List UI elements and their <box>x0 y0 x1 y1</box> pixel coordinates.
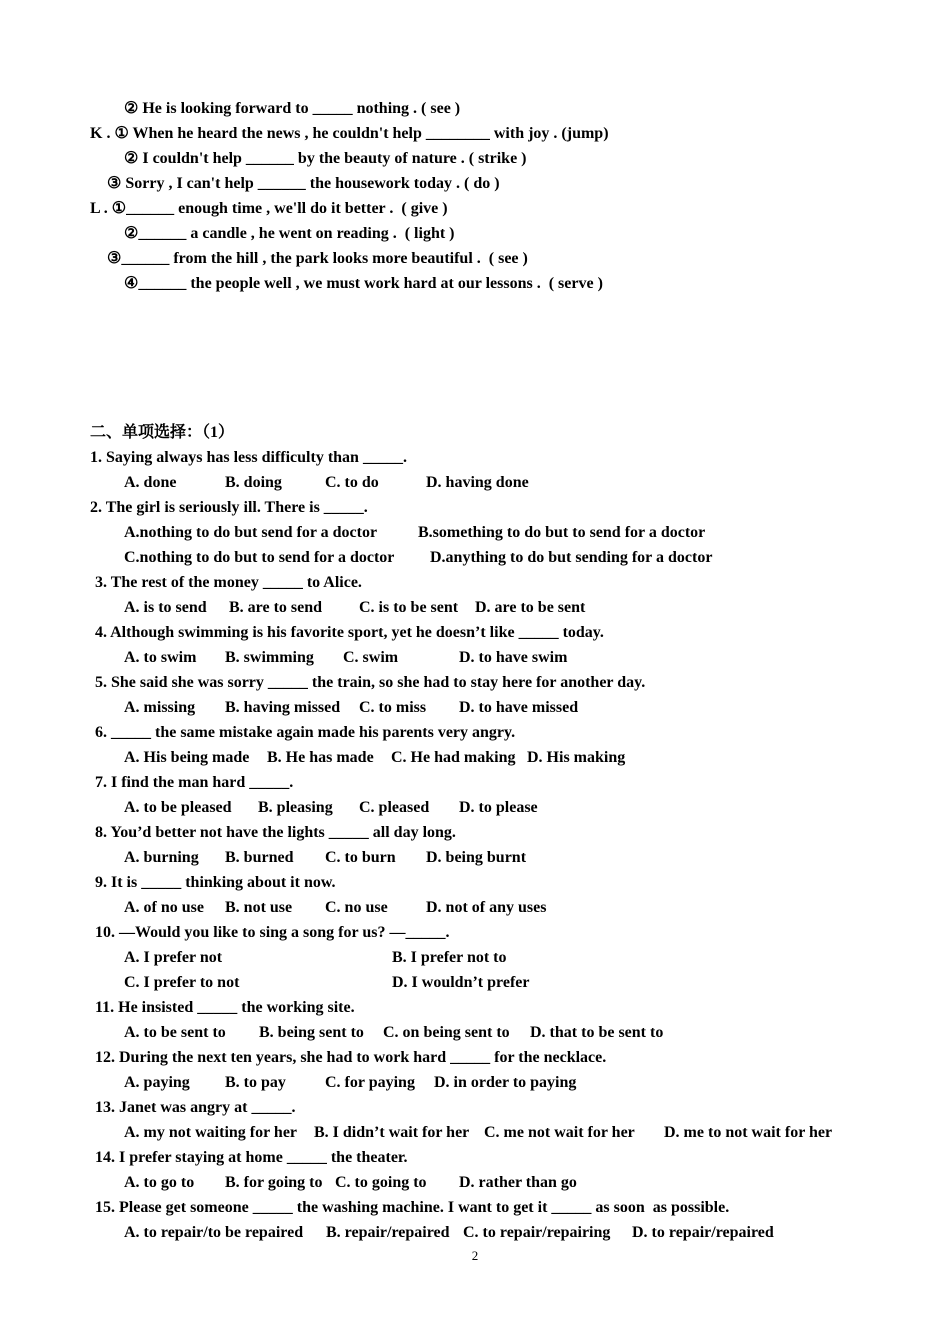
option-d: D. I wouldn’t prefer <box>392 974 530 991</box>
option-c: C. pleased <box>359 799 430 816</box>
question-14: 14. I prefer staying at home _____ the theater. <box>95 1149 408 1166</box>
option-a: A. to repair/to be repaired <box>124 1224 304 1241</box>
option-b: B. having missed <box>225 699 341 716</box>
option-c: C. on being sent to <box>383 1024 510 1041</box>
option-a: A. to go to <box>124 1174 195 1191</box>
options-9 <box>0 898 950 918</box>
option-b: B. are to send <box>229 599 323 616</box>
option-d: D. being burnt <box>426 849 527 866</box>
question-9: 9. It is _____ thinking about it now. <box>95 874 336 891</box>
options-8 <box>0 848 950 868</box>
option-c: C. to going to <box>335 1174 427 1191</box>
option-b: B. I prefer not to <box>392 949 507 966</box>
options-11 <box>0 1023 950 1043</box>
option-d: D. having done <box>426 474 529 491</box>
option-d: D. His making <box>527 749 626 766</box>
question-6: 6. _____ the same mistake again made his parents very angry. <box>95 724 516 741</box>
option-a: A. my not waiting for her <box>124 1124 298 1141</box>
option-a: A. is to send <box>124 599 207 616</box>
options-2-row1 <box>0 523 950 543</box>
options-6 <box>0 748 950 768</box>
option-b: B. doing <box>225 474 282 491</box>
option-d: D. in order to paying <box>434 1074 577 1091</box>
option-a: A.nothing to do but send for a doctor <box>124 524 378 541</box>
option-b: B. pleasing <box>258 799 333 816</box>
page-number: 2 <box>471 1248 479 1263</box>
option-b: B. not use <box>225 899 293 916</box>
option-d: D.anything to do but sending for a doctor <box>430 549 713 566</box>
option-d: D. are to be sent <box>475 599 586 616</box>
options-4 <box>0 648 950 668</box>
options-10-row1 <box>0 948 950 968</box>
option-c: C. is to be sent <box>359 599 459 616</box>
option-b: B. to pay <box>225 1074 286 1091</box>
option-d: D. to repair/repaired <box>632 1224 774 1241</box>
option-c: C. I prefer to not <box>124 974 240 991</box>
option-a: A. His being made <box>124 749 250 766</box>
question-2: 2. The girl is seriously ill. There is _____. <box>90 499 368 516</box>
option-a: A. burning <box>124 849 199 866</box>
option-a: A. done <box>124 474 177 491</box>
option-a: A. to be sent to <box>124 1024 226 1041</box>
option-d: D. me to not wait for her <box>664 1124 833 1141</box>
option-d: D. not of any uses <box>426 899 547 916</box>
option-b: B. repair/repaired <box>326 1224 450 1241</box>
options-1 <box>0 473 950 493</box>
option-d: D. to have swim <box>459 649 568 666</box>
option-b: B.something to do but to send for a doctor <box>418 524 706 541</box>
option-a: A. to be pleased <box>124 799 232 816</box>
options-10-row2 <box>0 973 950 993</box>
option-a: A. I prefer not <box>124 949 223 966</box>
option-c: C. to miss <box>359 699 427 716</box>
question-7: 7. I find the man hard _____. <box>95 774 294 791</box>
option-b: B. being sent to <box>259 1024 364 1041</box>
fill-in-l3: ③______ from the hill , the park looks more beautiful . ( see ) <box>107 250 528 267</box>
section-heading: 二、单项选择：（1） <box>90 424 235 441</box>
option-c: C.nothing to do but to send for a doctor <box>124 549 395 566</box>
fill-in-j2: ② He is looking forward to _____ nothing . ( see ) <box>124 100 461 117</box>
fill-in-l4: ④______ the people well , we must work hard at our lessons . ( serve ) <box>124 275 603 292</box>
option-a: A. of no use <box>124 899 205 916</box>
option-b: B. He has made <box>267 749 374 766</box>
option-d: D. to please <box>459 799 538 816</box>
option-a: A. paying <box>124 1074 190 1091</box>
option-b: B. burned <box>225 849 294 866</box>
options-7 <box>0 798 950 818</box>
option-b: B. swimming <box>225 649 314 666</box>
fill-in-l1: L . ①______ enough time , we'll do it better . ( give ) <box>90 200 448 217</box>
option-d: D. that to be sent to <box>530 1024 664 1041</box>
option-c: C. He had making <box>391 749 516 766</box>
options-3 <box>0 598 950 618</box>
question-1: 1. Saying always has less difficulty than _____. <box>90 449 407 466</box>
option-a: A. to swim <box>124 649 197 666</box>
option-c: C. no use <box>325 899 388 916</box>
fill-in-k3: ③ Sorry , I can't help ______ the housework today . ( do ) <box>107 175 500 192</box>
option-c: C. to do <box>325 474 379 491</box>
option-b: B. I didn’t wait for her <box>314 1124 470 1141</box>
question-13: 13. Janet was angry at _____. <box>95 1099 296 1116</box>
fill-in-k2: ② I couldn't help ______ by the beauty of nature . ( strike ) <box>124 150 527 167</box>
option-d: D. rather than go <box>459 1174 577 1191</box>
question-4: 4. Although swimming is his favorite sport, yet he doesn’t like _____ today. <box>95 624 604 641</box>
question-3: 3. The rest of the money _____ to Alice. <box>95 574 362 591</box>
options-13 <box>0 1123 950 1143</box>
question-11: 11. He insisted _____ the working site. <box>95 999 355 1016</box>
options-14 <box>0 1173 950 1193</box>
options-12 <box>0 1073 950 1093</box>
fill-in-l2: ②______ a candle , he went on reading . ( light ) <box>124 225 455 242</box>
options-2-row2 <box>0 548 950 568</box>
question-5: 5. She said she was sorry _____ the train, so she had to stay here for another day. <box>95 674 646 691</box>
option-c: C. to repair/repairing <box>463 1224 611 1241</box>
question-12: 12. During the next ten years, she had to work hard _____ for the necklace. <box>95 1049 607 1066</box>
option-d: D. to have missed <box>459 699 579 716</box>
option-c: C. swim <box>343 649 399 666</box>
question-10: 10. —Would you like to sing a song for us? —_____. <box>95 924 450 941</box>
question-8: 8. You’d better not have the lights _____ all day long. <box>95 824 456 841</box>
question-15: 15. Please get someone _____ the washing machine. I want to get it _____ as soon as possible. <box>95 1199 730 1216</box>
option-a: A. missing <box>124 699 196 716</box>
fill-in-k1: K . ① When he heard the news , he couldn't help ________ with joy . (jump) <box>90 125 609 142</box>
options-5 <box>0 698 950 718</box>
option-c: C. for paying <box>325 1074 415 1091</box>
option-c: C. to burn <box>325 849 396 866</box>
option-b: B. for going to <box>225 1174 323 1191</box>
option-c: C. me not wait for her <box>484 1124 635 1141</box>
options-15 <box>0 1223 950 1243</box>
